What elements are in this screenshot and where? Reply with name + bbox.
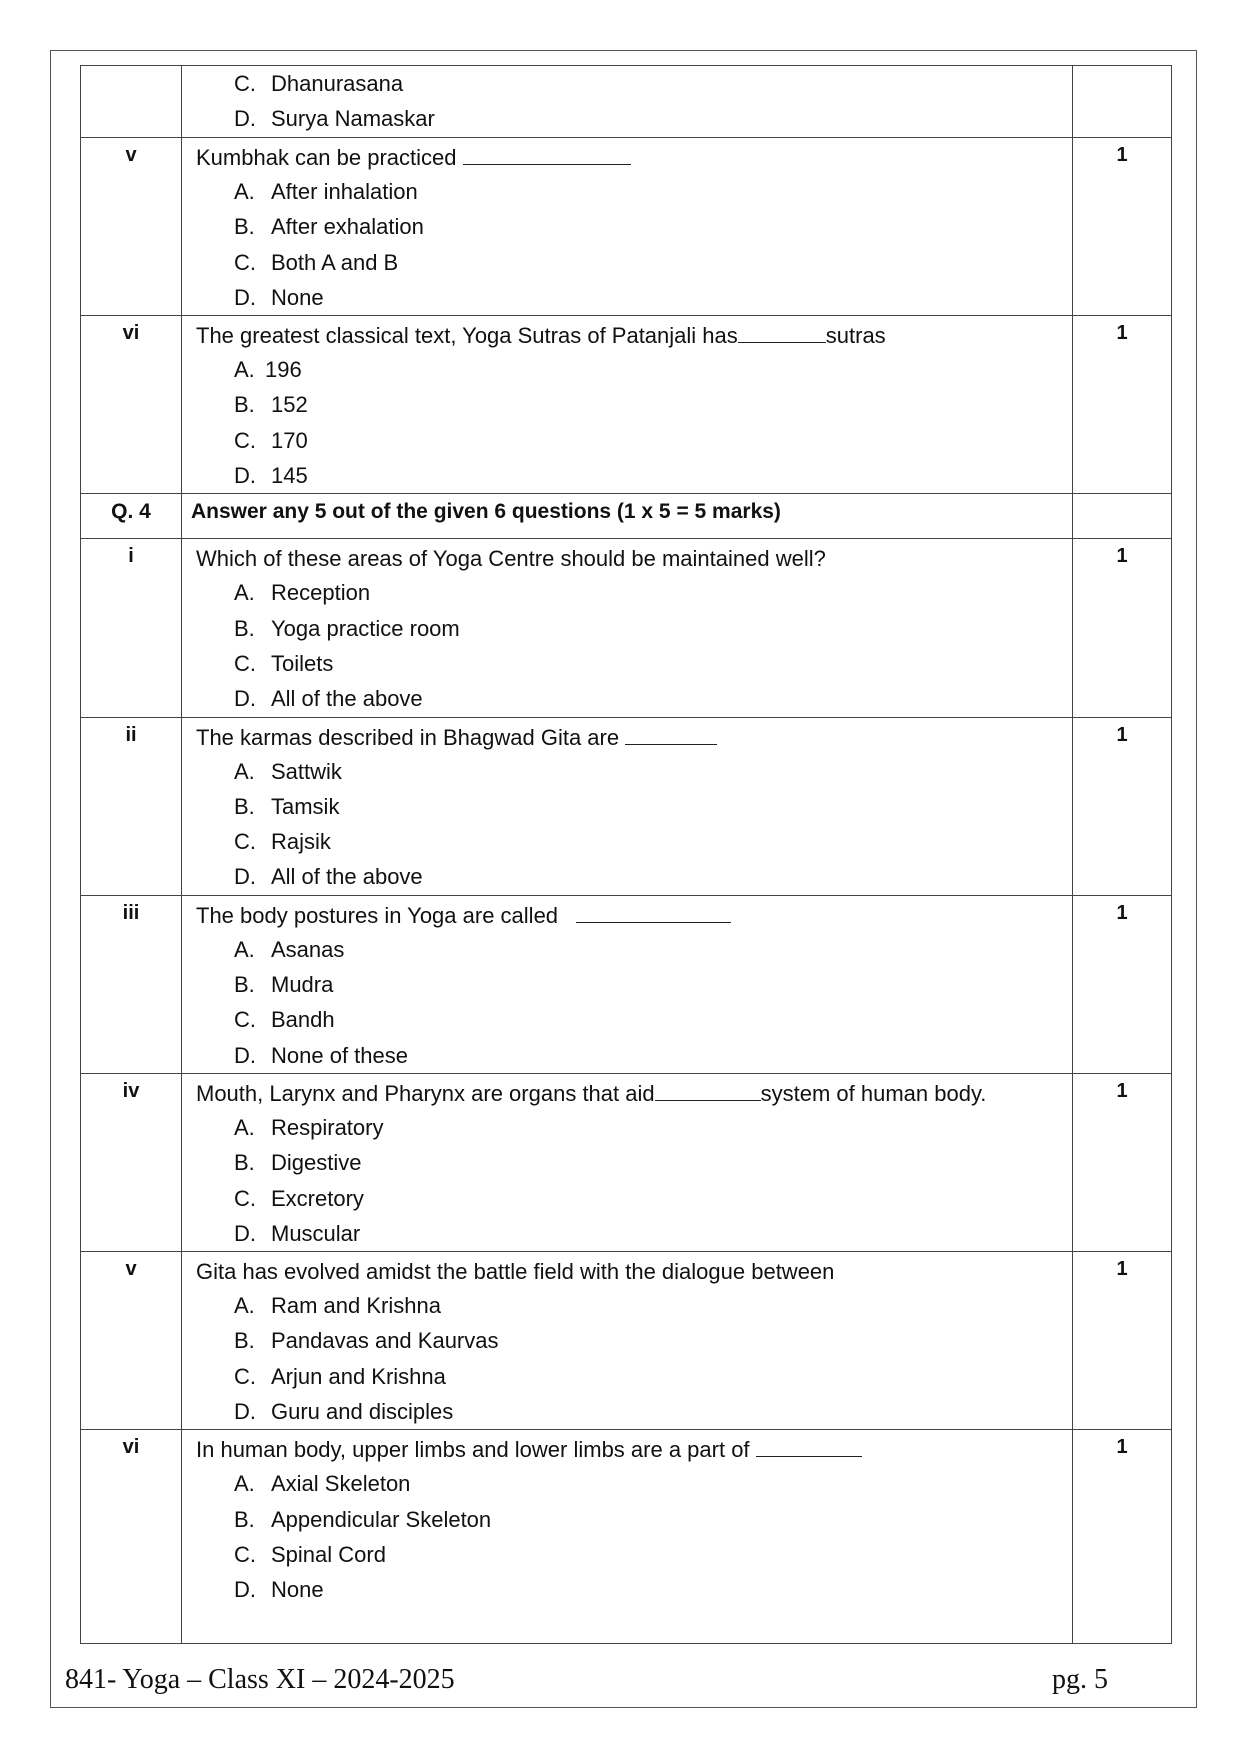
table-row — [81, 1430, 1172, 1644]
answer-blank — [576, 902, 731, 923]
table-row — [81, 895, 1172, 1073]
answer-blank — [738, 322, 826, 343]
question-cell — [182, 539, 1073, 717]
section-label: Q. 4 — [81, 494, 182, 539]
question-number: vi — [81, 316, 182, 494]
question-cell — [182, 316, 1073, 494]
answer-blank — [756, 1436, 862, 1457]
option-item: D. Guru and disciples — [234, 1399, 454, 1425]
marks-value: 1 — [1073, 1252, 1172, 1430]
question-cell — [182, 717, 1073, 895]
marks-cell — [1073, 494, 1172, 539]
question-cell — [182, 138, 1073, 316]
option-item: D. None — [234, 284, 324, 310]
option-list — [196, 1110, 1060, 1251]
option-item: A. Reception — [234, 580, 371, 606]
option-item: B. After exhalation — [234, 214, 424, 240]
question-text: Kumbhak can be practiced — [196, 141, 1060, 174]
answer-blank — [463, 144, 631, 165]
footer-page-number: pg. 5 — [1052, 1664, 1108, 1695]
option-item: C. Toilets — [234, 650, 334, 676]
question-cell — [182, 1073, 1073, 1251]
question-cell — [182, 1430, 1073, 1644]
table-row — [81, 539, 1172, 717]
option-item: B. Mudra — [234, 972, 334, 998]
table-row — [81, 717, 1172, 895]
option-item: B. Yoga practice room — [234, 615, 460, 641]
question-number: iii — [81, 895, 182, 1073]
table-row — [81, 316, 1172, 494]
option-item: D. Surya Namaskar — [234, 106, 435, 132]
option-item: C. Arjun and Krishna — [234, 1363, 446, 1389]
marks-value: 1 — [1073, 138, 1172, 316]
option-item: C. Dhanurasana — [234, 71, 404, 96]
option-item: A. Axial Skeleton — [234, 1471, 411, 1497]
table-row — [81, 138, 1172, 316]
option-list — [196, 754, 1060, 895]
option-item: D. None of these — [234, 1042, 408, 1068]
question-number: v — [81, 1252, 182, 1430]
option-item: A. After inhalation — [234, 179, 418, 204]
answer-blank — [625, 724, 717, 745]
answer-blank — [655, 1080, 761, 1101]
option-item: B. 152 — [234, 392, 308, 418]
marks-value: 1 — [1073, 895, 1172, 1073]
option-item: C. Rajsik — [234, 829, 331, 855]
option-item: B. Tamsik — [234, 793, 340, 819]
option-item: A. Asanas — [234, 936, 345, 962]
question-cell — [182, 895, 1073, 1073]
option-item: B. Pandavas and Kaurvas — [234, 1328, 499, 1354]
question-text: Mouth, Larynx and Pharynx are organs that aid system of human body. — [196, 1080, 987, 1106]
marks-value: 1 — [1073, 1073, 1172, 1251]
option-list — [196, 1288, 1060, 1429]
option-list — [196, 1466, 1060, 1607]
option-item: D. None — [234, 1577, 324, 1603]
marks-value: 1 — [1073, 539, 1172, 717]
option-item: A. Ram and Krishna — [234, 1293, 441, 1319]
question-table — [80, 65, 1172, 1644]
question-text: The greatest classical text, Yoga Sutras of Patanjali has sutras — [196, 323, 886, 349]
option-list — [196, 174, 1060, 315]
option-item: A. Sattwik — [234, 758, 342, 784]
question-number: iv — [81, 1073, 182, 1251]
marks-cell — [1073, 66, 1172, 138]
marks-value: 1 — [1073, 316, 1172, 494]
question-text: The body postures in Yoga are called — [196, 899, 1060, 932]
question-text: Gita has evolved amidst the battle field with the dialogue between — [196, 1259, 835, 1285]
option-list — [196, 575, 1060, 716]
question-number: i — [81, 539, 182, 717]
option-item: D. Muscular — [234, 1220, 361, 1246]
option-item: D. All of the above — [234, 864, 423, 890]
question-cell — [182, 66, 1073, 138]
question-text: Which of these areas of Yoga Centre should be maintained well? — [196, 546, 826, 572]
option-list — [196, 66, 1060, 137]
option-item: C. Bandh — [234, 1007, 335, 1033]
option-list — [196, 352, 1060, 493]
section-instruction: Answer any 5 out of the given 6 questions (1 x 5 = 5 marks) — [182, 494, 1073, 539]
question-number-cell — [81, 66, 182, 138]
footer-course-title: 841- Yoga – Class XI – 2024-2025 — [65, 1664, 455, 1695]
option-item: B. Appendicular Skeleton — [234, 1506, 492, 1532]
option-item: A. 196 — [234, 357, 302, 383]
question-number: v — [81, 138, 182, 316]
option-item: A. Respiratory — [234, 1114, 384, 1140]
option-item: B. Digestive — [234, 1150, 362, 1176]
option-item: D. All of the above — [234, 686, 423, 712]
option-item: D. 145 — [234, 463, 308, 489]
question-text: The karmas described in Bhagwad Gita are — [196, 721, 1060, 754]
question-number: vi — [81, 1430, 182, 1644]
question-number: ii — [81, 717, 182, 895]
table-row — [81, 1252, 1172, 1430]
option-item: C. 170 — [234, 427, 308, 453]
question-cell — [182, 1252, 1073, 1430]
marks-value: 1 — [1073, 717, 1172, 895]
option-item: C. Excretory — [234, 1185, 364, 1211]
section-header-row — [81, 494, 1172, 539]
marks-value: 1 — [1073, 1430, 1172, 1644]
table-row — [81, 1073, 1172, 1251]
table-row — [81, 66, 1172, 138]
option-item: C. Both A and B — [234, 249, 399, 275]
option-list — [196, 932, 1060, 1073]
option-item: C. Spinal Cord — [234, 1541, 386, 1567]
question-text: In human body, upper limbs and lower limbs are a part of — [196, 1433, 1060, 1466]
